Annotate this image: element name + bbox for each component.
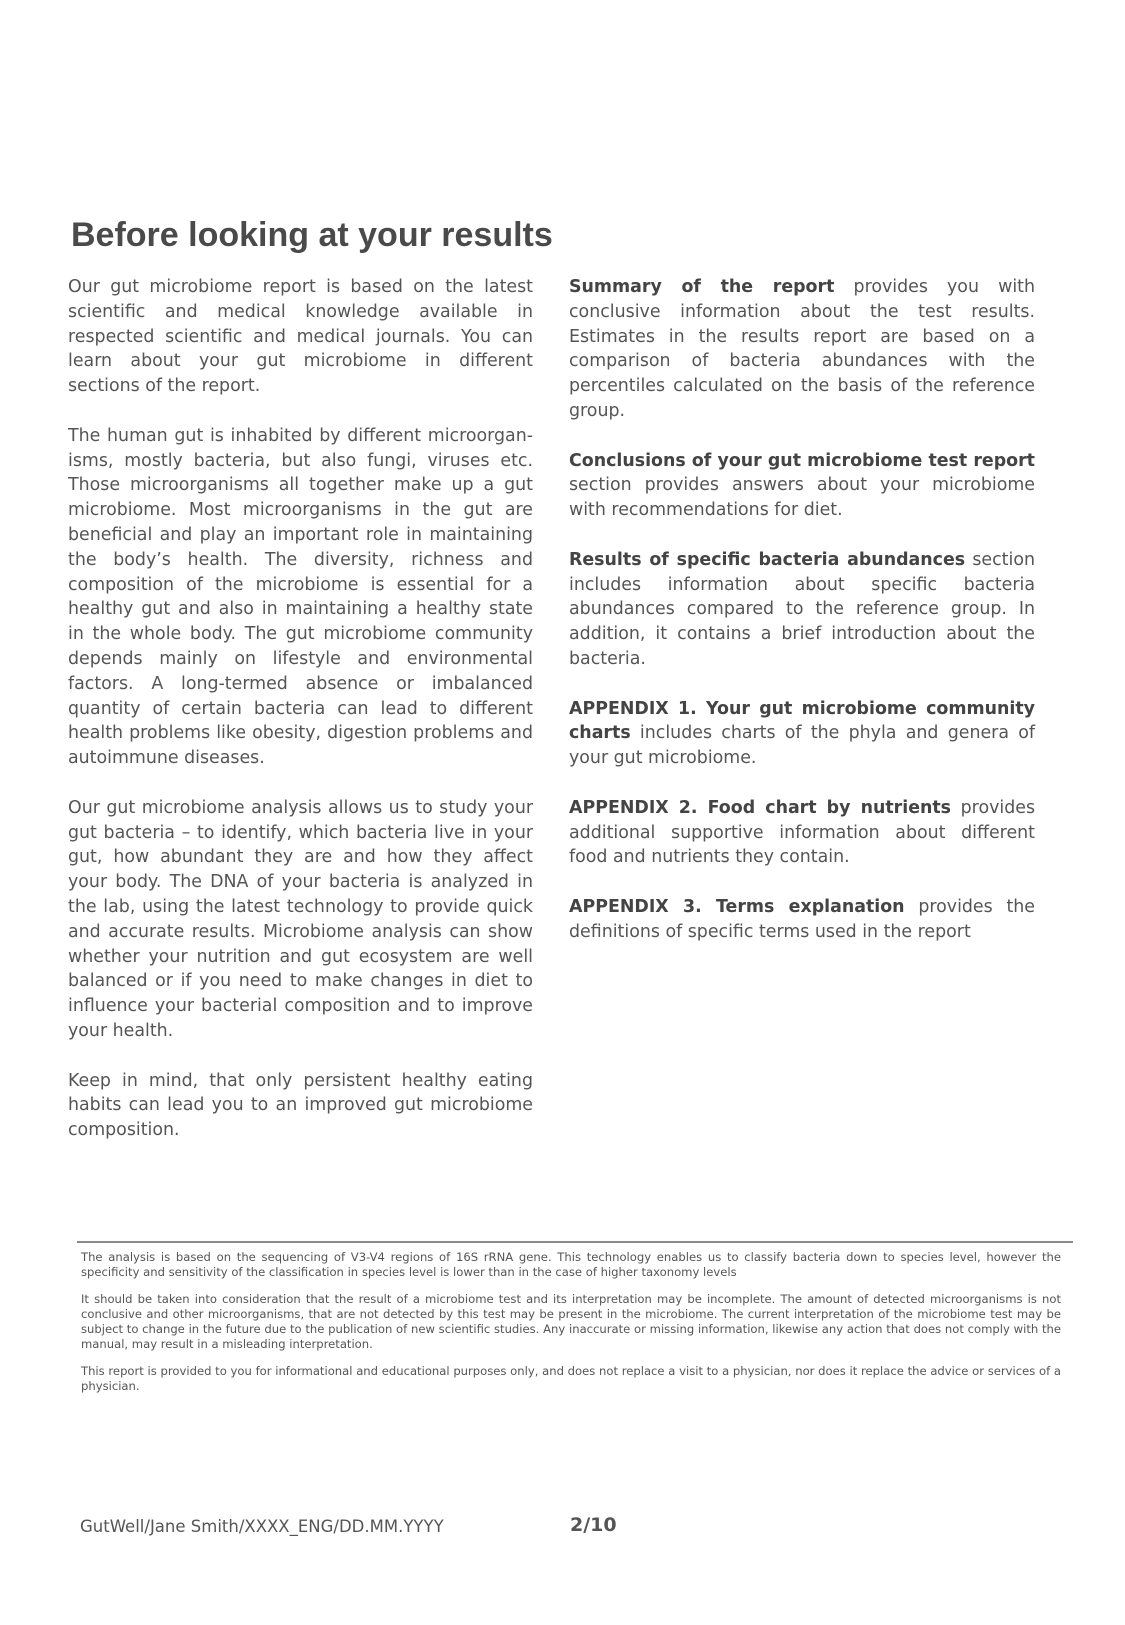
- section-summary: [569, 275, 1035, 424]
- section-summary-text: provides you with conclusive information about the test results. Estimates in the results report are based on a comparison of bacteria abundances with the percentiles calculated on the basis of the reference group.: [569, 277, 1035, 421]
- sections-column: [569, 275, 1035, 969]
- section-conclusions-title: Conclusions of your gut microbiome test report: [569, 450, 1035, 471]
- section-summary-title: Summary of the report: [569, 277, 835, 297]
- intro-paragraph: Our gut microbiome report is based on the latest scientific and medical knowledge available in respected scientific and medical journals. You can learn about your gut microbiome in different sections of the report.: [68, 277, 533, 397]
- page-number: 2/10: [570, 1514, 617, 1536]
- section-appendix-2: [569, 796, 1035, 870]
- microbiome-paragraph: The human gut is inhabited by different microorgan-isms, mostly bacteria, but also fungi, viruses etc. Those microorganisms all together make up a gut microbiome. Most microorganisms in the gut are beneficial and play an important role in maintaining the body’s health. The diversity, richness and composition of the microbiome is essential for a healthy gut and also in maintaining a healthy state in the whole body. The gut microbiome community depends mainly on lifestyle and environmental factors. A long-termed absence or imbalanced quantity of certain bacteria can lead to different health problems like obesity, digestion problems and autoimmune diseases.: [68, 425, 533, 769]
- section-results-title: Results of specific bacteria abundances: [569, 549, 966, 570]
- section-results: [569, 548, 1035, 672]
- section-conclusions-text: section provides answers about your microbiome with recommendations for diet.: [569, 475, 1035, 521]
- section-appendix-3-text: provides the definitions of specific terms used in the report: [569, 896, 1036, 942]
- section-appendix-2-title: APPENDIX 2. Food chart by nutrients: [569, 797, 952, 818]
- footer-divider: [77, 1241, 1073, 1243]
- section-appendix-1-text: includes charts of the phyla and genera of your gut microbiome.: [569, 723, 1035, 769]
- section-conclusions: [569, 449, 1035, 523]
- section-appendix-2-text: provides additional supportive information about different food and nutrients they contain.: [569, 797, 1036, 868]
- disclaimer-medical: This report is provided to you for informational and educational purposes only, and does not replace a visit to a physician, nor does it replace the advice or services of a physician.: [81, 1364, 1061, 1393]
- disclaimer-interpretation: It should be taken into consideration that the result of a microbiome test and its interpretation may be incomplete. The amount of detected microorganisms is not conclusive and other microorganisms, that are not detected by this test may be present in the microbiome. The current interpretation of the microbiome test may be subject to change in the future due to the publication of new scientific studies. Any inaccurate or missing information, likewise any action that does not comply with the manual, may result in a misleading interpretation.: [81, 1292, 1061, 1351]
- section-appendix-1: [569, 697, 1035, 771]
- analysis-paragraph: Our gut microbiome analysis allows us to study your gut bacteria – to identify, which bacteria live in your gut, how abundant they are and how they affect your body. The DNA of your bacteria is analyzed in the lab, using the latest technology to provide quick and accurate results. Microbiome analysis can show whether your nutrition and gut ecosystem are well balanced or if you need to make changes in diet to influence your bacterial composition and to improve your health.: [68, 797, 533, 1041]
- document-identifier: GutWell/Jane Smith/XXXX_ENG/DD.MM.YYYY: [80, 1517, 444, 1536]
- section-appendix-3-title: APPENDIX 3. Terms explanation: [569, 896, 905, 917]
- section-results-text: section includes information about specific bacteria abundances compared to the reference group. In addition, it contains a brief introduction about the bacteria.: [569, 549, 1035, 669]
- disclaimer-notes: [81, 1250, 1061, 1406]
- section-appendix-1-title: APPENDIX 1. Your gut microbiome community charts: [569, 698, 1035, 744]
- intro-column: [68, 275, 533, 1168]
- page-title: Before looking at your results: [71, 216, 553, 254]
- reminder-paragraph: Keep in mind, that only persistent healthy eating habits can lead you to an improved gut microbiome composition.: [68, 1070, 533, 1141]
- disclaimer-sequencing: The analysis is based on the sequencing of V3-V4 regions of 16S rRNA gene. This technology enables us to classify bacteria down to species level, however the specificity and sensitivity of the classification in species level is lower than in the case of higher taxonomy levels: [81, 1250, 1061, 1279]
- section-appendix-3: [569, 895, 1035, 945]
